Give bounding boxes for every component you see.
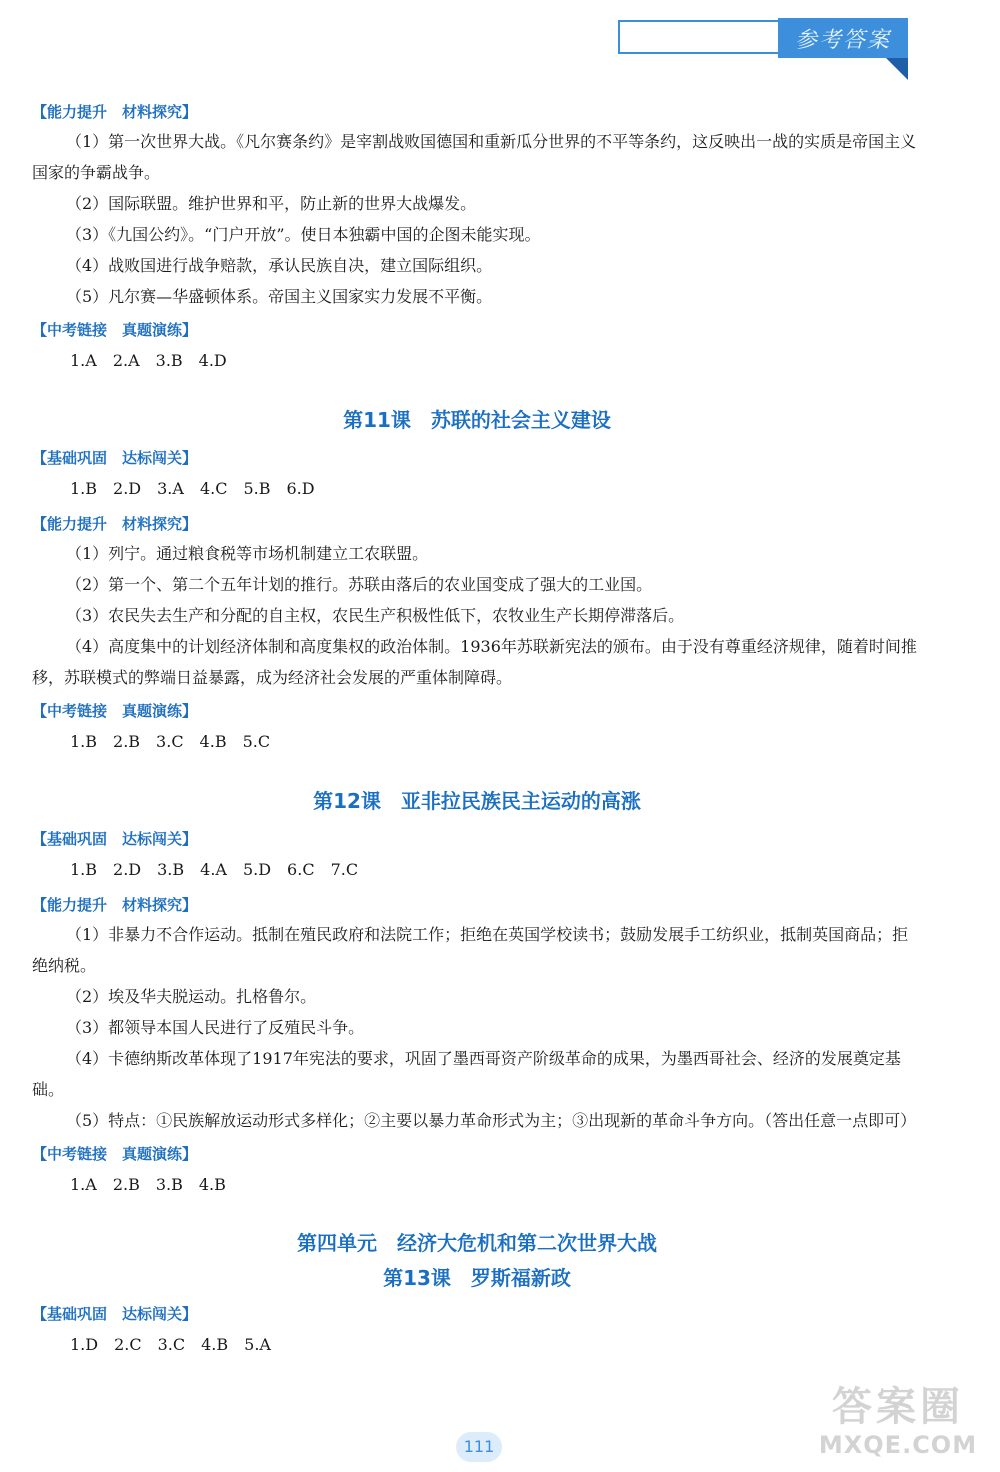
answer-item: （2）第一个、第二个五年计划的推行。苏联由落后的农业国变成了强大的工业国。 <box>66 575 653 594</box>
section-tag: 【基础巩固 达标闯关】 <box>32 1305 198 1323</box>
watermark-logo <box>808 1384 988 1468</box>
choice-answers: 1.A 2.B 3.B 4.B <box>70 1175 226 1194</box>
page-content <box>32 94 922 1362</box>
section-tag: 【中考链接 真题演练】 <box>32 1145 198 1163</box>
section-tag: 【中考链接 真题演练】 <box>32 702 198 720</box>
watermark-text: 答案圈 <box>832 1384 964 1430</box>
header-fold <box>886 58 908 80</box>
section-tag: 【中考链接 真题演练】 <box>32 321 198 339</box>
page-number: 111 <box>456 1432 502 1462</box>
section-tag: 【基础巩固 达标闯关】 <box>32 449 198 467</box>
lesson-title: 第12课 亚非拉民族民主运动的高涨 <box>313 789 641 813</box>
section-tag: 【能力提升 材料探究】 <box>32 103 198 121</box>
choice-answers: 1.A 2.A 3.B 4.D <box>70 351 227 370</box>
answer-item: （1）非暴力不合作运动。抵制在殖民政府和法院工作；拒绝在英国学校读书；鼓励发展手工纺织业，抵制英国商品；拒绝纳税。 <box>32 925 909 975</box>
answer-item: （3）都领导本国人民进行了反殖民斗争。 <box>66 1018 365 1037</box>
answer-item: （4）战败国进行战争赔款，承认民族自决，建立国际组织。 <box>66 256 493 275</box>
watermark-url: MXQE.COM <box>818 1431 978 1459</box>
section-tag: 【基础巩固 达标闯关】 <box>32 830 198 848</box>
section-tag: 【能力提升 材料探究】 <box>32 515 198 533</box>
lesson-title: 第13课 罗斯福新政 <box>383 1266 571 1290</box>
section-tag: 【能力提升 材料探究】 <box>32 896 198 914</box>
answer-item: （1）第一次世界大战。《凡尔赛条约》是宰割战败国德国和重新瓜分世界的不平等条约，这反映出一战的实质是帝国主义国家的争霸战争。 <box>32 132 917 182</box>
answer-item: （4）高度集中的计划经济体制和高度集权的政治体制。1936年苏联新宪法的颁布。由于没有尊重经济规律，随着时间推移，苏联模式的弊端日益暴露，成为经济社会发展的严重体制障碍。 <box>32 637 917 687</box>
choice-answers: 1.B 2.B 3.C 4.B 5.C <box>70 732 271 751</box>
unit-title: 第四单元 经济大危机和第二次世界大战 <box>297 1231 657 1255</box>
answer-item: （4）卡德纳斯改革体现了1917年宪法的要求，巩固了墨西哥资产阶级革命的成果，为墨西哥社会、经济的发展奠定基础。 <box>32 1049 901 1099</box>
choice-answers: 1.B 2.D 3.A 4.C 5.B 6.D <box>70 479 315 498</box>
answer-item: （2）国际联盟。维护世界和平，防止新的世界大战爆发。 <box>66 194 477 213</box>
header-banner <box>618 18 908 60</box>
choice-answers: 1.B 2.D 3.B 4.A 5.D 6.C 7.C <box>70 860 359 879</box>
answer-item: （5）凡尔赛—华盛顿体系。帝国主义国家实力发展不平衡。 <box>66 287 493 306</box>
answer-item: （2）埃及华夫脱运动。扎格鲁尔。 <box>66 987 317 1006</box>
answer-item: （3）农民失去生产和分配的自主权，农民生产积极性低下，农牧业生产长期停滞落后。 <box>66 606 685 625</box>
answer-item: （1）列宁。通过粮食税等市场机制建立工农联盟。 <box>66 544 429 563</box>
choice-answers: 1.D 2.C 3.C 4.B 5.A <box>70 1335 271 1354</box>
answer-item: （3）《九国公约》。“门户开放”。使日本独霸中国的企图未能实现。 <box>66 225 541 244</box>
lesson-title: 第11课 苏联的社会主义建设 <box>343 408 611 432</box>
header-tab: 参考答案 <box>778 18 908 58</box>
header-blank-box <box>618 20 778 54</box>
answer-item: （5）特点：①民族解放运动形式多样化；②主要以暴力革命形式为主；③出现新的革命斗争方向。（答出任意一点即可） <box>66 1111 917 1130</box>
